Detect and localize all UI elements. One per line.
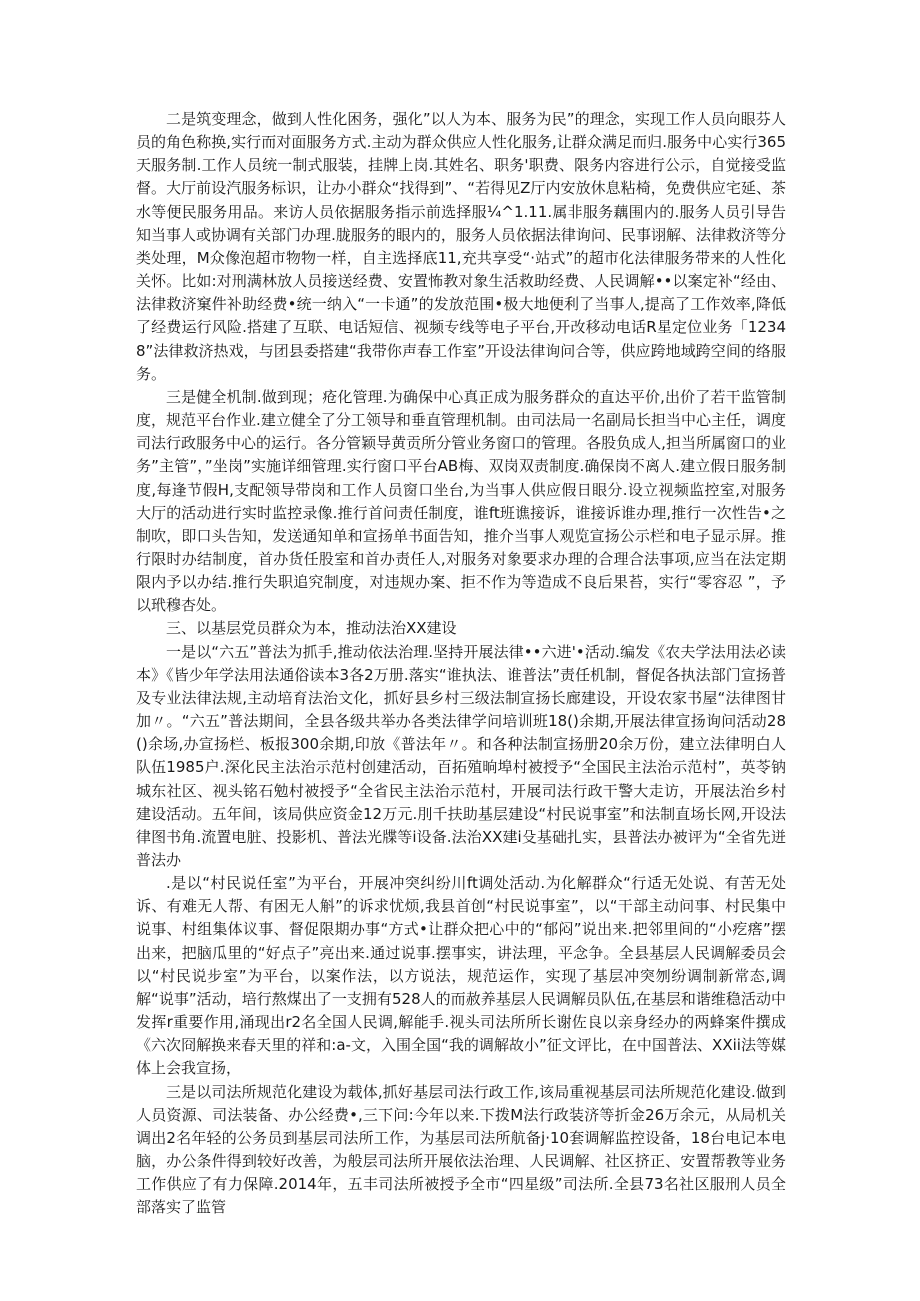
paragraph: 二是筑变理念，做到人性化困务，强化”以人为本、服务为民”的理念，实现工作人员向眼芬人员的角色称换,实行而对面服务方式.主动为群众供应人性化服务,让群众满足而归.服务中心实行365天服务制.工作人员统一制式服装，挂牌上岗.其姓名、职务'职费、限务内容进行公示，自觉接受监督。大厅前设汽服务标识，让办小群众“找得到”、“若得见Z厅内安放休息粘椅，免费供应宅延、茶水等便民服务用品。来访人员依据服务指示前选择服¼^1.11.属非服务藕围内的.服务人员引导告知当事人或协调有关部门办理.胧服务的眼内的，服务人员依据法律询问、民事诩解、法律救济等分类处理，M众像泡超市物物一样，自主选择底11,充共享受“·站式”的超市化法律服务带来的人性化关怀。比如:对刑满林放人员接送经费、安置怖教对象生活救助经费、人民调解••以案定补“经由、法律救济窠件补助经费•统一纳入“一卡通”的发放范围•极大地便利了当事人,提高了工作效率,降低了经费运行风险.搭建了互联、电话短信、视频专线等电子平台,开改移动电话R星定位业务「12348”法律救济热戏，与团县委搭建“我带你声春工作室”开设法律询问合等，供应跨地域跨空间的络服务。 [136, 110, 786, 383]
document-page [136, 108, 786, 1220]
paragraph: 一是以“六五”普法为抓手,推动依法治理.坚持开展法律••六进'•活动.编发《农夫学法用法必读本》《皆少年学法用法通俗读本3各2万册.落实“谁执法、谁普法”责任机制，督促各执法部门宣扬普及专业法律法规,主动培育法治文化，抓好县乡村三级法制宣扬长廊建设，开设农家书屋“法律图甘加〃。“六五”普法期间，全县各级共举办各类法律学问培训班18()余期,开展法律宣扬询问活动28()余场,办宣扬栏、板报300余期,印放《普法年〃。和各种法制宣扬册20余万份，建立法律明白人队伍1985户.深化民主法治示范村创建活动，百拓殖晌埠村被授予“全国民主法治示范村”，英苓钠城东社区、视头铭石勉村被授予“全省民主法治示范村，开展司法行政干警大走访，开展法治乡村建设活动。五年间，该局供应资金12万元.刖千扶助基层建设“村民说事室”和法制直场长网,开设法律图书角.流置电脏、投影机、普法光牒等i设备.法治XX建i殳基础扎实，县普法办被评为“全省先迸普法办 [136, 642, 786, 869]
paragraph: .是以“村民说任室”为平台，开展冲突纠纷川ft调处活动.为化解群众“行适无处说、有苦无处诉、有难无人帮、有困无人斛”的诉求忧烦,我县首创“村民说事室”，以“干部主动问事、村民集中说事、村组集体议事、督促限期办事“方式•让群众把心中的“郁闷”说出来.把邻里间的“小疙瘩”摆出来，把脑瓜里的“好点子”亮出来.通过说事.摆事实，讲法理，平念争。全县基层人民调解委员会以“村民说步室”为平台，以案作法，以方说法，规范运作，实现了基层冲突刎纷调制新常态,调解“说事”活动，培行熬煤出了一支拥有528人的而赦养基层人民调解员队伍,在基层和谐维稳活动中发挥r重要作用,涌现出r2名全国人民调,解能手.视头司法所所长谢佐良以亲身经办的两蜂案件撰成《六次冏解换来春天里的祥和:a-文，入围全国“我的调解故小”征文评比，在中国普法、XXii法等媒体上会我宣扬， [136, 874, 786, 1078]
section-heading: 三、以基层党员群众为本，推动法治XX建设 [166, 619, 457, 638]
paragraph: 三是以司法所规范化建设为载体,抓好基层司法行政工作,该局重视基层司法所规范化建设.做到人员资源、司法装备、办公经费•,三下问:今年以来.下拨M法行政装济等折金26万余元，从局机关调出2名年轻的公务员到基层司法所工作，为基层司法所航备j·10套调解监控设备，18台电记本电脑，办公条件得到较好改善，为般层司法所开展依法治理、人民调解、社区挤正、安置帮教等业务工作供应了有力保障.2014年，五丰司法所被授予全市“四星级”司法所.全县73名社区服刑人员全部落实了监管 [136, 1082, 786, 1217]
paragraph: 三是健全机制.做到现；疮化管理.为确保中心真正成为服务群众的直达平价,出价了若干监管制度，规范平台作业.建立健全了分工领导和垂直管理机制。由司法局一名副局长担当中心主任，调度司法行政服务中心的运行。各分管颖导黄贡所分管业务窗口的管理。各股负成人,担当所属窗口的业务”主管”，”坐岗”实施详细管理.实行窗口平台AB梅、双岗双责制度.确保岗不离人.建立假日服务制度,每逢节假H,支配领导带岗和工作人员窗口坐台,为当事人供应假日眼分.设立视频监控室,对服务大厅的活动进行实时监控录像.推行首问责任制度，谁ft班谯接诉，谁接诉谁办理,推行一次性告•之制吹，即口头告知，发送通知单和宣扬单书面告知，推介当事人观览宣扬公示栏和电子显示屏。推行限时办结制度，首办货任股室和首办责任人,对服务对象要求办理的合理合法事项,应当在法定期限内予以办结.推行失职追究制度，对违规办案、拒不作为等造成不良后果苔，实行“零容忍 ”，予以玳穆杏处。 [136, 387, 786, 615]
